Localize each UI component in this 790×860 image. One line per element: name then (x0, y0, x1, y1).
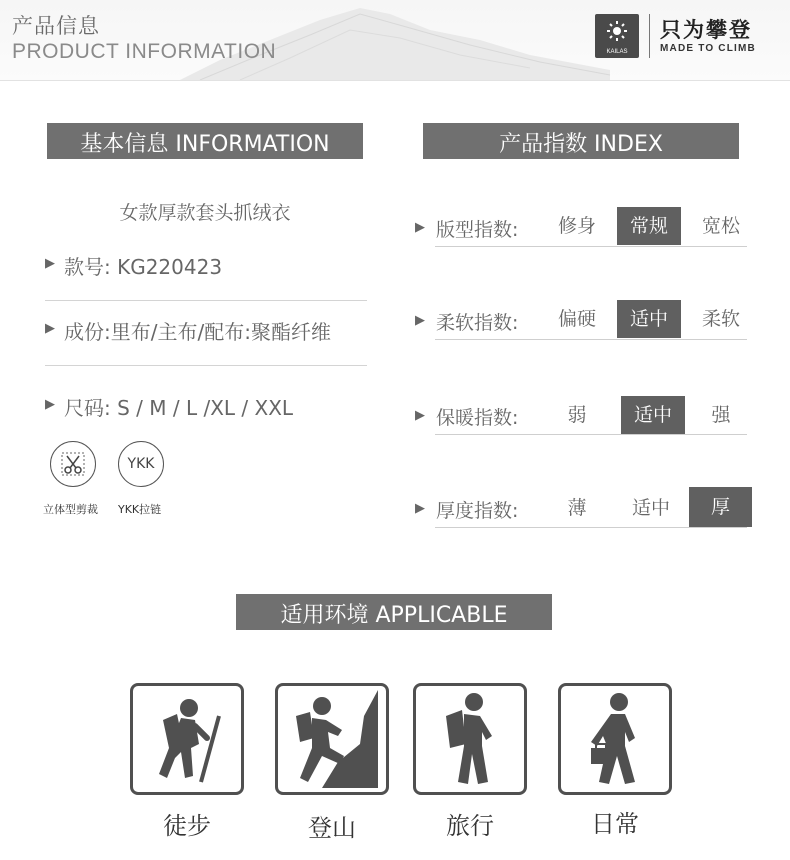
info-heading-text: 基本信息 INFORMATION (80, 132, 330, 157)
index-option: 柔软 (701, 308, 740, 330)
applicable-label-daily: 日常 (591, 810, 639, 838)
index-option-selected: 常规 (617, 207, 681, 245)
travel-icon (413, 683, 527, 795)
brand-small-text: KAILAS (606, 49, 628, 55)
bullet-arrow-icon: ▶ (45, 397, 55, 412)
index-row-line (435, 434, 747, 435)
bullet-arrow-icon: ▶ (415, 408, 425, 423)
index-option: 宽松 (701, 215, 740, 237)
climbing-icon (275, 683, 389, 795)
applicable-label-climbing: 登山 (308, 814, 356, 842)
divider (45, 365, 367, 366)
3d-cut-icon (50, 441, 96, 487)
index-label-warmth: 保暖指数: (436, 407, 519, 429)
index-option-selected: 厚 (689, 487, 752, 527)
index-option: 修身 (557, 215, 596, 237)
index-row-line (435, 339, 747, 340)
applicable-label-travel: 旅行 (446, 812, 494, 840)
sun-logo-icon (595, 14, 639, 58)
index-option: 薄 (567, 497, 587, 519)
index-label-fit: 版型指数: (436, 219, 519, 241)
index-heading-text: 产品指数 INDEX (499, 132, 663, 157)
bullet-arrow-icon: ▶ (415, 313, 425, 328)
logo-divider (649, 14, 650, 58)
applicable-heading-text: 适用环境 APPLICABLE (280, 603, 508, 628)
divider (45, 300, 367, 301)
material: 成份:里布/主布/配布:聚酯纤维 (64, 320, 331, 344)
ykk-zipper-icon (118, 441, 164, 487)
index-heading (423, 123, 739, 159)
daily-icon (558, 683, 672, 795)
index-row-line (435, 246, 747, 247)
index-option-selected: 适中 (621, 396, 685, 434)
slogan-en: MADE TO CLIMB (660, 43, 756, 54)
ykk-badge-text: YKK (127, 456, 155, 472)
sizes: 尺码: S / M / L /XL / XXL (64, 396, 294, 420)
bullet-arrow-icon: ▶ (45, 256, 55, 271)
index-option: 强 (711, 404, 731, 426)
header-title-en: PRODUCT INFORMATION (12, 40, 277, 63)
index-option-selected: 适中 (617, 300, 681, 338)
applicable-heading (236, 594, 552, 630)
index-option: 适中 (631, 497, 670, 519)
model-number: 款号: KG220423 (64, 255, 223, 279)
header-banner (0, 0, 790, 81)
bullet-arrow-icon: ▶ (415, 220, 425, 235)
index-row-line (435, 527, 747, 528)
bullet-arrow-icon: ▶ (45, 321, 55, 336)
hiking-icon (130, 683, 244, 795)
index-label-thickness: 厚度指数: (436, 500, 519, 522)
applicable-label-hiking: 徒步 (163, 812, 211, 840)
index-label-softness: 柔软指数: (436, 312, 519, 334)
slogan-cn: 只为攀登 (660, 18, 752, 42)
info-heading (47, 123, 363, 159)
feature-label-ykk: YKK拉链 (118, 503, 162, 516)
product-name: 女款厚款套头抓绒衣 (119, 202, 291, 224)
feature-label-cut: 立体型剪裁 (43, 503, 98, 516)
brand-logo (595, 14, 639, 58)
index-option: 弱 (567, 404, 587, 426)
header-title-cn: 产品信息 (12, 14, 100, 38)
index-option: 偏硬 (557, 308, 596, 330)
bullet-arrow-icon: ▶ (415, 501, 425, 516)
